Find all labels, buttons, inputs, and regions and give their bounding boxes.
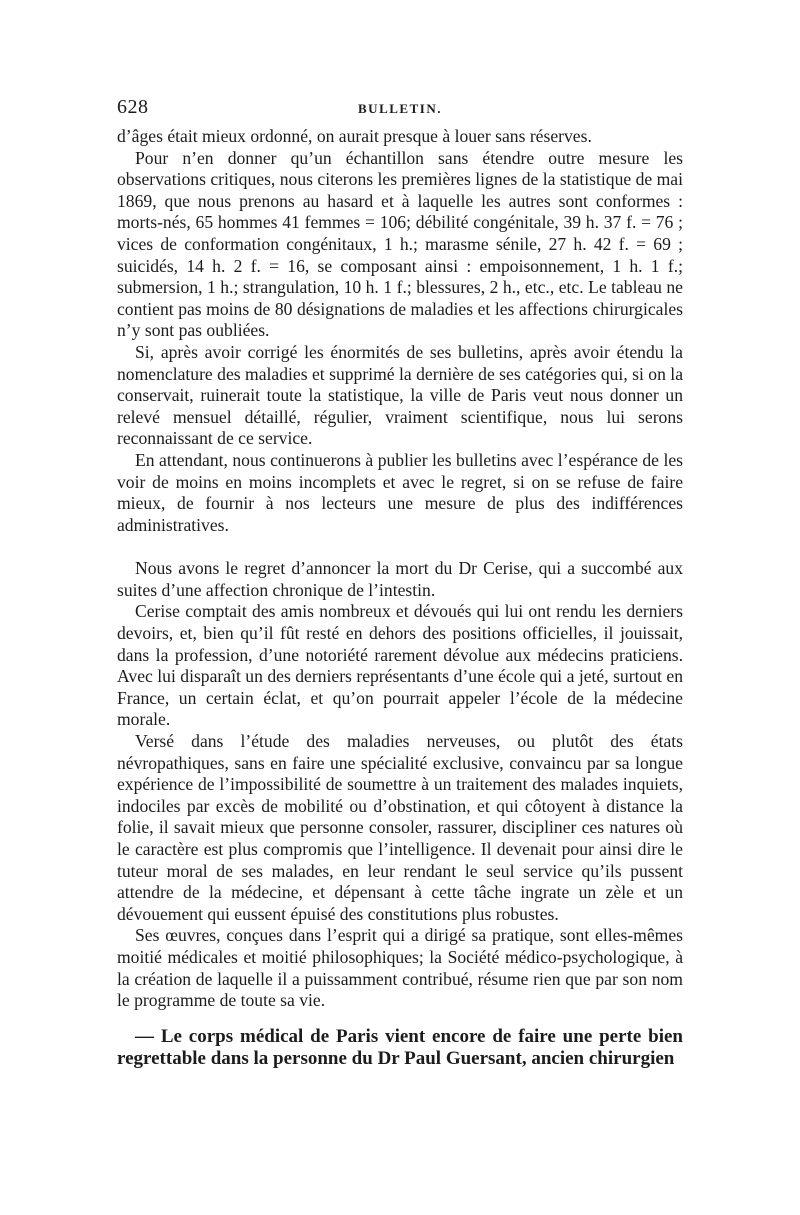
section-gap <box>117 1012 683 1026</box>
paragraph-statistics-sample: Pour n’en donner qu’un échantillon sans étendre outre mesure les observations critiques, nous citerons les premières lignes de la statistique de mai 1869, que nous prenons au hasard et à laquelle les autres sont conformes : morts-nés, 65 hommes 41 femmes = 106; débilité congénitale, 39 h. 37 f. = 76 ; vices de conformation congénitaux, 1 h.; marasme sénile, 27 h. 42 f. = 69 ; suicidés, 14 h. 2 f. = 16, se composant ainsi : empoisonnement, 1 h. 1 f.; submersion, 1 h.; strangulation, 10 h. 1 f.; blessures, 2 h., etc., etc. Le tableau ne contient pas moins de 80 désignations de maladies et les affections chirurgicales n’y sont pas oubliées. <box>117 147 683 341</box>
paragraph-request-to-city: Si, après avoir corrigé les énormités de ses bulletins, après avoir étendu la nomenclature des maladies et supprimé la dernière de ses catégories qui, si on la conservait, ruinerait toute la statistique, la ville de Paris veut nous donner un relevé mensuel détaillé, régulier, vraiment scientifique, nous lui serons reconnaissant de ce service. <box>117 341 683 449</box>
paragraph-waiting: En attendant, nous continuerons à publier les bulletins avec l’espérance de les voir de moins en moins incomplets et avec le regret, si on se refuse de faire mieux, de fournir à nos lecteurs une mesure de plus des indifférences administratives. <box>117 449 683 535</box>
paragraph-cerise-works: Ses œuvres, conçues dans l’esprit qui a dirigé sa pratique, sont elles-mêmes moitié médicales et moitié philosophiques; la Société médico-psychologique, à la création de laquelle il a puissamment contribué, résume rien que par son nom le programme de toute sa vie. <box>117 925 683 1011</box>
paragraph-guersant-news: — Le corps médical de Paris vient encore de faire une perte bien regrettable dans la personne du Dr Paul Guersant, ancien chirurgien <box>117 1025 683 1069</box>
page-header <box>117 96 683 126</box>
section-gap <box>117 536 683 558</box>
page-number: 628 <box>117 96 149 118</box>
paragraph-cerise-friends: Cerise comptait des amis nombreux et dévoués qui lui ont rendu les derniers devoirs, et, bien qu’il fût resté en dehors des positions officielles, il jouissait, dans la profession, d’une notoriété rarement dévolue aux médecins praticiens. Avec lui disparaît un des derniers représentants d’une école qui a jeté, surtout en France, un certain éclat, et qu’on pourrait appeler l’école de la médecine morale. <box>117 601 683 730</box>
running-head: BULLETIN. <box>358 101 442 116</box>
paragraph-continuation: d’âges était mieux ordonné, on aurait presque à louer sans réserves. <box>117 126 592 146</box>
book-page <box>117 96 683 1070</box>
paragraph-death-announcement: Nous avons le regret d’annoncer la mort du Dr Cerise, qui a succombé aux suites d’une affection chronique de l’intestin. <box>117 558 683 600</box>
paragraph-cerise-practice: Versé dans l’étude des maladies nerveuses, ou plutôt des états névropathiques, sans en faire une spécialité exclusive, convaincu par sa longue expérience de l’impossibilité de soumettre à un traitement des malades inquiets, indociles par excès de mobilité ou d’obstination, et qui côtoyent à distance la folie, il savait mieux que personne consoler, rassurer, discipliner ces natures où le caractère est plus compromis que l’intelligence. Il devenait pour ainsi dire le tuteur moral de ses malades, en leur rendant le seul service qu’ils pussent attendre de la médecine, et dépensant à cette tâche ingrate un zèle et un dévouement qui eussent épuisé des constitutions plus robustes. <box>117 731 683 924</box>
